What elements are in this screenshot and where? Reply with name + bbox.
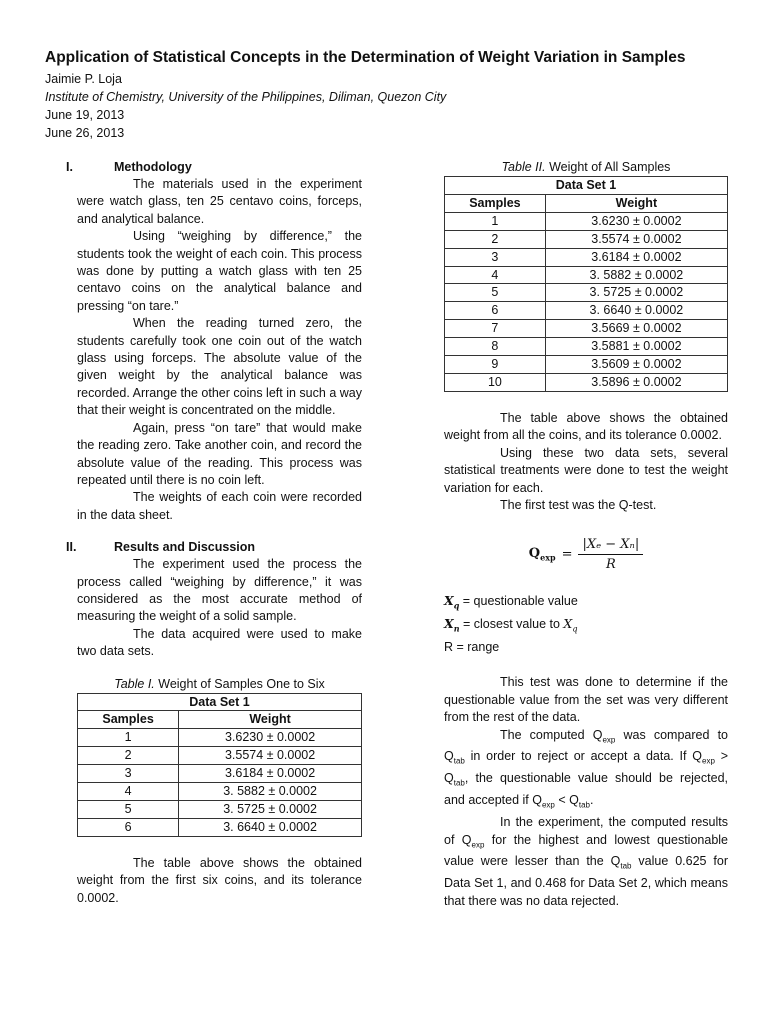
table2-row <box>445 248 728 266</box>
var-x: X <box>444 615 454 631</box>
sample-number-cell: 4 <box>78 783 179 801</box>
table2-row <box>445 320 728 338</box>
text-run: > Q <box>444 749 728 786</box>
sample-number-cell: 7 <box>445 320 546 338</box>
table2-row <box>445 266 728 284</box>
paper-header <box>45 49 735 142</box>
sample-number-cell: 1 <box>445 212 546 230</box>
table1-row <box>78 729 362 747</box>
weight-cell: 3. 6640 ± 0.0002 <box>545 302 727 320</box>
methodology-paragraph: Again, press “on tare” that would make the reading zero. Take another coin, and record the absolute value of the reading. This process was repeated until there is no coin left. <box>77 420 362 487</box>
discussion-paragraph: The table above shows the obtained weight from all the coins, and its tolerance 0.0002. <box>444 410 728 443</box>
formula-denominator: R <box>605 556 616 572</box>
table1-row <box>78 765 362 783</box>
text-run: in order to reject or accept a data. If Q <box>464 749 702 764</box>
section-number: I. <box>66 160 73 174</box>
sample-number-cell: 8 <box>445 338 546 356</box>
definition-text: = questionable value <box>459 594 578 609</box>
sub-exp: exp <box>541 800 555 810</box>
table1-caption <box>77 675 362 693</box>
table2-row <box>445 338 728 356</box>
weight-cell: 3.5574 ± 0.0002 <box>179 747 362 765</box>
text-run: < Q <box>554 793 579 808</box>
table1-row <box>78 801 362 819</box>
sample-number-cell: 5 <box>78 801 179 819</box>
table2 <box>444 176 728 392</box>
var-sub: q <box>453 600 460 611</box>
discussion-paragraph <box>444 814 728 910</box>
weight-cell: 3. 5725 ± 0.0002 <box>545 284 727 302</box>
table2-caption <box>444 158 728 176</box>
formula-numerator: |Xₑ − Xₙ| <box>578 537 643 555</box>
section-title: Results and Discussion <box>114 540 256 555</box>
results-paragraph: The experiment used the process the process called “weighing by difference,” it was considered as the most accurate method of measuring the weight of a solid sample. <box>77 557 362 624</box>
sample-number-cell: 5 <box>445 284 546 302</box>
weight-cell: 3. 5882 ± 0.0002 <box>545 266 727 284</box>
definition-xn <box>444 615 728 639</box>
section-methodology-heading <box>66 158 362 176</box>
text-run: was compared to Q <box>444 727 728 764</box>
discussion-paragraph: Using these two data sets, several statistical treatments were done to test the weight variation for each. <box>444 445 728 495</box>
table2-caption-text: Weight of All Samples <box>549 160 671 174</box>
table2-row <box>445 284 728 302</box>
date-submitted: June 26, 2013 <box>45 126 125 140</box>
sample-number-cell: 3 <box>445 248 546 266</box>
methodology-paragraph: Using “weighing by difference,” the students took the weight of each coin. This process was done by putting a watch glass with ten 25 centavo coins on the analytical balance and pressing “on tare.” <box>77 229 362 313</box>
sample-number-cell: 6 <box>445 302 546 320</box>
methodology-paragraph: The materials used in the experiment were watch glass, ten 25 centavo coins, forceps, and analytical balance. <box>77 177 362 226</box>
sub-tab: tab <box>578 800 590 810</box>
section-results-heading <box>66 538 362 556</box>
table1-body <box>78 729 362 836</box>
table2-row <box>445 212 728 230</box>
table1-label: Table I. <box>114 676 155 691</box>
q-test-formula: $Q_{exp}$ = $\frac{\text{|Xₑ − Xₙ|}}{R}$ <box>444 528 728 580</box>
table1-row <box>78 747 362 765</box>
sample-number-cell: 4 <box>445 266 546 284</box>
table1-col-weight: Weight <box>179 711 362 729</box>
var-sub: n <box>453 623 460 634</box>
section-title: Methodology <box>114 160 192 174</box>
paper-title: Application of Statistical Concepts in the Determination of Weight Variation in Samples <box>45 49 686 66</box>
weight-cell: 3.6184 ± 0.0002 <box>179 765 362 783</box>
text-run: value 0.625 for Data Set 1, and 0.468 for Data Set 2, which means that there was no data rejected. <box>444 854 728 908</box>
table1-note: The table above shows the obtained weight from the first six coins, and its tolerance 0.0002. <box>77 855 362 905</box>
table2-row <box>445 230 728 248</box>
sub-exp: exp <box>702 756 715 766</box>
text-run: . <box>589 793 594 808</box>
author: Jaimie P. Loja <box>45 72 122 86</box>
var-sub: q <box>572 624 578 634</box>
table2-body <box>445 212 728 391</box>
weight-cell: 3.5896 ± 0.0002 <box>545 373 727 391</box>
table1-row <box>78 818 362 836</box>
table2-set-header: Data Set 1 <box>445 177 728 195</box>
table2-col-weight: Weight <box>545 194 727 212</box>
weight-cell: 3.6230 ± 0.0002 <box>545 212 727 230</box>
methodology-paragraph: When the reading turned zero, the students carefully took one coin out of the watch glass using forceps. The absolute value of the given weight by the analytical balance was recorded. Arrange the other coins left in such a way that their weight is concentrated on the middle. <box>77 316 362 418</box>
date-performed: June 19, 2013 <box>45 108 125 122</box>
sub-tab: tab <box>620 861 632 871</box>
sub-exp: exp <box>471 840 485 850</box>
sub-exp: exp <box>602 735 616 745</box>
var-x: X <box>444 593 454 609</box>
sample-number-cell: 9 <box>445 356 546 374</box>
sub-tab: tab <box>453 778 465 788</box>
methodology-paragraph: The weights of each coin were recorded in the data sheet. <box>77 490 362 522</box>
right-column <box>444 158 728 910</box>
table1-col-samples: Samples <box>78 711 179 729</box>
weight-cell: 3.5574 ± 0.0002 <box>545 230 727 248</box>
table2-row <box>445 373 728 391</box>
discussion-paragraph: This test was done to determine if the questionable value from the set was very different from the rest of the data. <box>444 675 728 725</box>
weight-cell: 3. 5725 ± 0.0002 <box>179 801 362 819</box>
sample-number-cell: 2 <box>445 230 546 248</box>
var-x: X <box>563 615 573 631</box>
definition-xq <box>444 592 728 615</box>
left-column <box>66 158 362 907</box>
table2-col-samples: Samples <box>445 194 546 212</box>
formula-lhs <box>529 546 556 563</box>
weight-cell: 3.5881 ± 0.0002 <box>545 338 727 356</box>
table2-row <box>445 356 728 374</box>
sample-number-cell: 1 <box>78 729 179 747</box>
definition-text: = closest value to <box>459 616 564 631</box>
sample-number-cell: 3 <box>78 765 179 783</box>
text-run: , the questionable value should be rejected, and accepted if Q <box>444 771 728 808</box>
formula-fraction <box>578 537 643 572</box>
weight-cell: 3. 6640 ± 0.0002 <box>179 818 362 836</box>
text-run: for the highest and lowest questionable value were lesser than the Q <box>444 832 729 869</box>
sample-number-cell: 10 <box>445 373 546 391</box>
formula-q: Q <box>528 546 541 562</box>
table1-caption-text: Weight of Samples One to Six <box>158 676 325 691</box>
table2-row <box>445 302 728 320</box>
weight-cell: 3.6184 ± 0.0002 <box>545 248 727 266</box>
institute: Institute of Chemistry, University of the Philippines, Diliman, Quezon City <box>45 90 447 104</box>
weight-cell: 3. 5882 ± 0.0002 <box>179 783 362 801</box>
definition-r: R = range <box>444 640 500 655</box>
sub-tab: tab <box>453 756 465 766</box>
weight-cell: 3.5669 ± 0.0002 <box>545 320 727 338</box>
table1-set-header: Data Set 1 <box>78 693 362 711</box>
sample-number-cell: 6 <box>78 818 179 836</box>
discussion-paragraph <box>444 727 728 815</box>
sample-number-cell: 2 <box>78 747 179 765</box>
text-run: The computed Q <box>500 727 603 742</box>
section-number: II. <box>66 540 77 555</box>
table1 <box>77 693 362 837</box>
weight-cell: 3.5609 ± 0.0002 <box>545 356 727 374</box>
formula-q-sub: exp <box>540 552 556 563</box>
text-run: In the experiment, the computed results of Q <box>444 815 728 847</box>
table2-label: Table II. <box>501 160 546 174</box>
results-paragraph: The data acquired were used to make two data sets. <box>77 626 362 659</box>
weight-cell: 3.6230 ± 0.0002 <box>179 729 362 747</box>
discussion-paragraph: The first test was the Q-test. <box>500 497 657 512</box>
table1-row <box>78 783 362 801</box>
